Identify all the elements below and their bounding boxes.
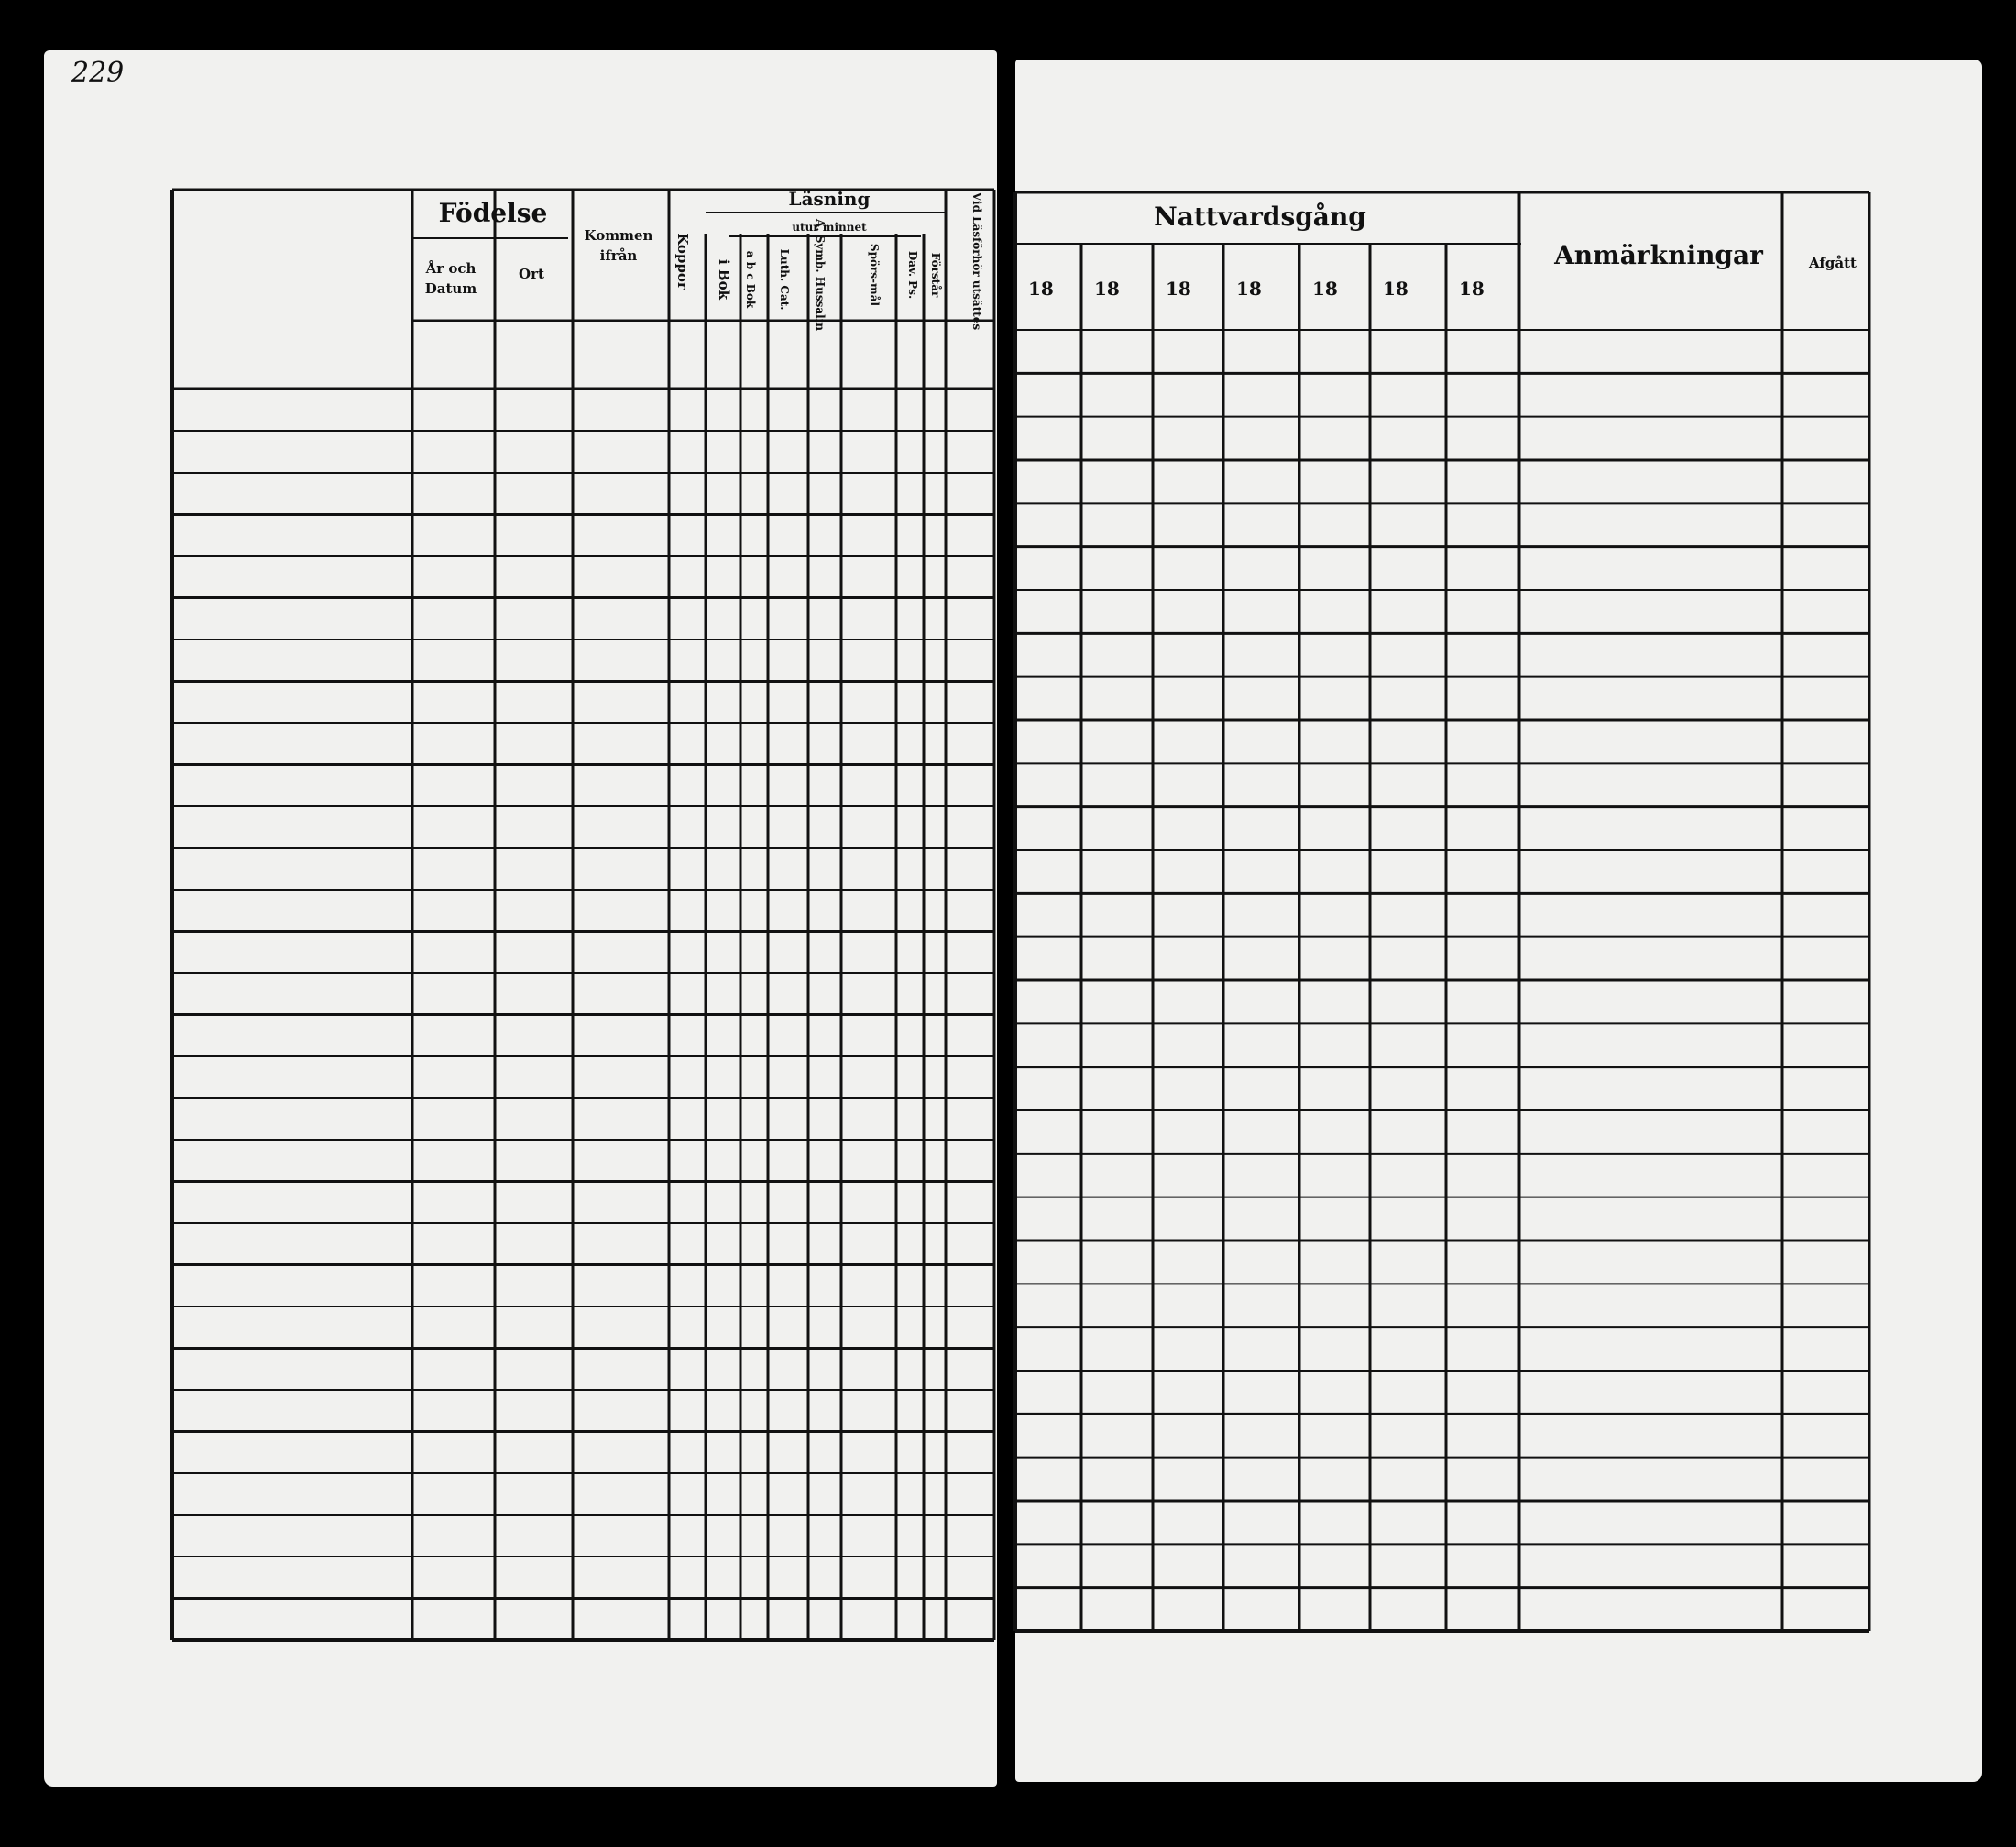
ort-label: Ort [519,266,544,282]
kommen-label: Kommen [584,227,653,244]
dav-ps-label: Dav. Ps. [906,250,919,300]
year-prefix-label: 18 [1166,278,1191,300]
year-prefix-labels [1028,278,1485,300]
left-table-headers [425,188,983,331]
a-symb-label: A. Symb. Hussalin [814,219,827,331]
ruled-lines [172,190,1869,1640]
luth-cat-label: Luth. Cat. [778,248,791,311]
page-number: 229 [71,57,125,89]
year-prefix-label: 18 [1383,278,1408,300]
year-prefix-label: 18 [1312,278,1338,300]
afgatt-header: Afgått [1809,255,1857,271]
vid-lasforhor-label: Vid Läsförhör utsättes [970,191,983,331]
koppor-label: Koppor [674,233,691,290]
fodelse-header: Födelse [438,198,548,228]
right-table-headers [1154,202,1857,271]
nattvardsgang-header: Nattvardsgång [1154,202,1366,232]
abc-bok-label: a b c Bok [744,250,757,309]
year-prefix-label: 18 [1236,278,1262,300]
i-bok-label: i Bok [716,259,732,300]
sporsmal-label: Spörs-mål [868,243,881,307]
year-prefix-label: 18 [1094,278,1120,300]
year-prefix-label: 18 [1028,278,1054,300]
year-prefix-label: 18 [1459,278,1485,300]
anmarkningar-header: Anmärkningar [1554,240,1763,270]
utur-minnet-label: utur minnet [792,221,867,234]
ifran-label: ifrån [599,247,638,264]
forstar-label: Förstår [929,252,942,298]
lasning-header: Läsning [788,188,871,210]
ar-och-label: År och [425,260,477,277]
datum-label: Datum [424,280,477,297]
